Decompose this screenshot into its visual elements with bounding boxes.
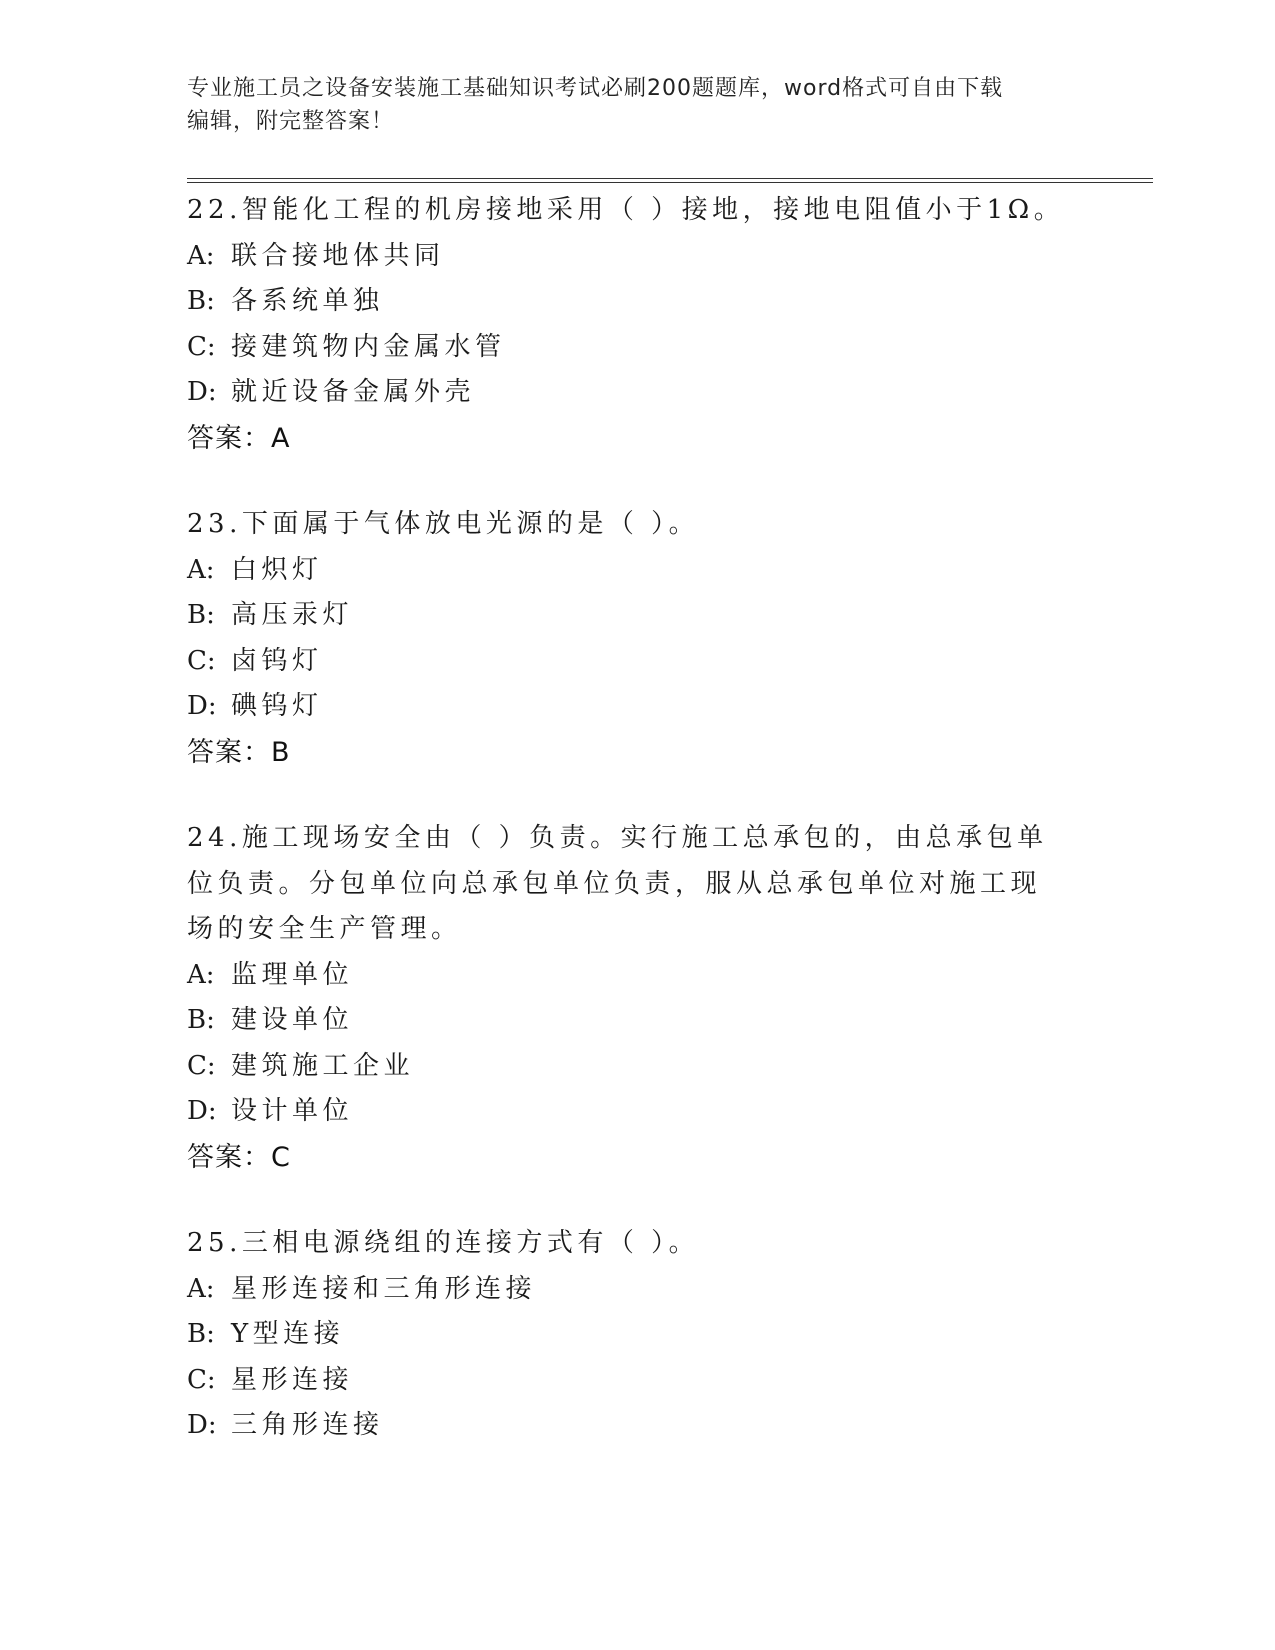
- option-text: 建筑施工企业: [231, 1050, 415, 1081]
- option-letter: C:: [187, 1050, 216, 1081]
- question-23: [187, 502, 1067, 775]
- question-list: [187, 188, 1067, 1490]
- question-25: [187, 1221, 1067, 1449]
- document-header: [187, 72, 1067, 138]
- answer-value: A: [271, 422, 291, 454]
- option-letter: A:: [187, 1273, 215, 1304]
- header-line-2: 编辑，附完整答案！: [187, 109, 395, 134]
- option-letter: C:: [187, 1364, 216, 1395]
- option-text: 三角形连接: [231, 1410, 384, 1440]
- option-text: 卤钨灯: [231, 645, 323, 676]
- option-text: 白炽灯: [231, 554, 323, 585]
- header-divider-bottom: [187, 182, 1153, 183]
- option-d: [187, 370, 1067, 416]
- option-a: [187, 1267, 1067, 1313]
- option-text: 星形连接: [231, 1364, 354, 1395]
- option-d: [187, 1403, 1067, 1449]
- question-24: [187, 816, 1067, 1180]
- option-letter: B:: [187, 1319, 215, 1349]
- option-c: [187, 1044, 1067, 1090]
- option-letter: A:: [187, 554, 215, 585]
- question-stem: 25.三相电源绕组的连接方式有（ ）。: [187, 1228, 700, 1258]
- option-text: 就近设备金属外壳: [231, 377, 476, 407]
- answer-value: C: [271, 1141, 291, 1173]
- answer-label: 答案：: [187, 422, 271, 454]
- option-a: [187, 234, 1067, 280]
- option-text: 碘钨灯: [231, 691, 323, 721]
- header-line-1: 专业施工员之设备安装施工基础知识考试必刷200题题库，word格式可自由下载: [187, 76, 1004, 101]
- option-text: 监理单位: [231, 959, 354, 990]
- answer-label: 答案：: [187, 736, 271, 768]
- option-letter: A:: [187, 240, 215, 271]
- answer-line: [187, 416, 1067, 462]
- option-letter: C:: [187, 331, 216, 362]
- answer-line: [187, 1135, 1067, 1181]
- option-text: 联合接地体共同: [231, 240, 445, 271]
- option-letter: D:: [187, 377, 217, 407]
- option-text: 高压汞灯: [231, 600, 354, 630]
- option-letter: B:: [187, 286, 215, 316]
- option-a: [187, 548, 1067, 594]
- option-letter: B:: [187, 600, 215, 630]
- answer-value: B: [271, 736, 291, 768]
- option-letter: D:: [187, 1096, 217, 1126]
- question-stem: 22.智能化工程的机房接地采用（ ）接地，接地电阻值小于1Ω。: [187, 195, 1065, 225]
- option-d: [187, 1089, 1067, 1135]
- option-text: 星形连接和三角形连接: [231, 1273, 537, 1304]
- question-22: [187, 188, 1067, 461]
- option-text: 建设单位: [231, 1005, 354, 1035]
- option-letter: D:: [187, 691, 217, 721]
- option-text: Y型连接: [231, 1319, 345, 1349]
- option-text: 接建筑物内金属水管: [231, 331, 506, 362]
- question-stem: 24.施工现场安全由（ ）负责。实行施工总承包的，由总承包单位负责。分包单位向总承包单位负责，服从总承包单位对施工现场的安全生产管理。: [187, 823, 1048, 944]
- option-c: [187, 639, 1067, 685]
- answer-line: [187, 730, 1067, 776]
- option-b: [187, 1312, 1067, 1358]
- question-stem: 23.下面属于气体放电光源的是（ ）。: [187, 509, 700, 539]
- option-letter: B:: [187, 1005, 215, 1035]
- header-divider-top: [187, 178, 1153, 179]
- option-b: [187, 998, 1067, 1044]
- option-c: [187, 1358, 1067, 1404]
- option-b: [187, 593, 1067, 639]
- answer-label: 答案：: [187, 1141, 271, 1173]
- option-a: [187, 953, 1067, 999]
- option-b: [187, 279, 1067, 325]
- option-c: [187, 325, 1067, 371]
- option-d: [187, 684, 1067, 730]
- option-text: 各系统单独: [231, 286, 384, 316]
- option-letter: D:: [187, 1410, 217, 1440]
- option-letter: A:: [187, 959, 215, 990]
- option-text: 设计单位: [231, 1096, 354, 1126]
- option-letter: C:: [187, 645, 216, 676]
